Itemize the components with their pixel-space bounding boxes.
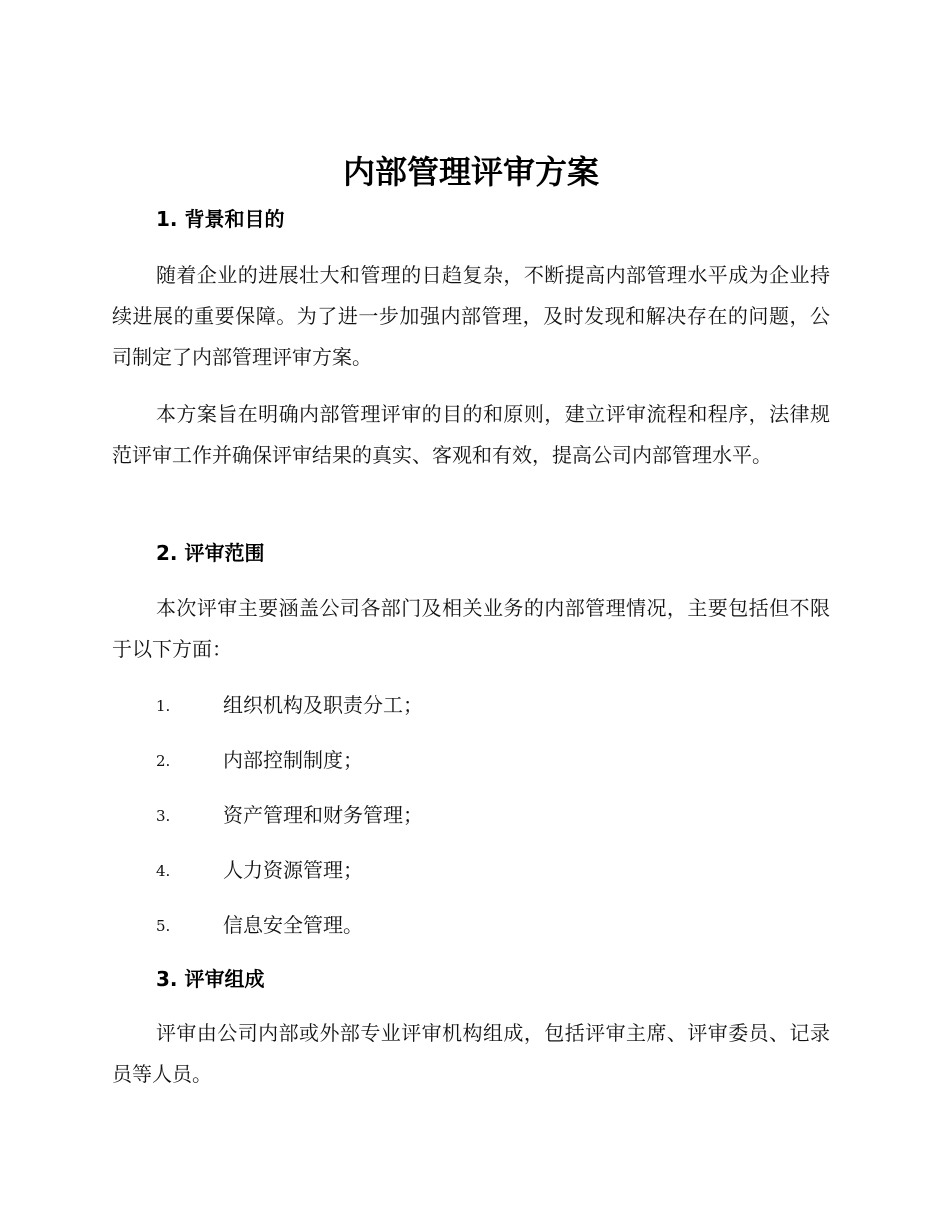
list-item (156, 800, 830, 830)
list-item-text: 内部控制制度； (223, 748, 363, 772)
section-heading-composition: 3. 评审组成 (156, 967, 265, 991)
list-item-number: 4. (156, 862, 171, 880)
paragraph-composition: 评审由公司内部或外部专业评审机构组成，包括评审主席、评审委员、记录员等人员。 (112, 1021, 830, 1086)
list-item-text: 人力资源管理； (223, 858, 363, 882)
list-item-text: 组织机构及职责分工； (223, 693, 423, 717)
list-item-text: 资产管理和财务管理； (223, 803, 423, 827)
list-item-text: 信息安全管理。 (223, 913, 363, 937)
list-item-number: 5. (156, 917, 171, 935)
list-item-number: 1. (156, 697, 171, 715)
section-heading-scope: 2. 评审范围 (156, 541, 265, 565)
section-heading-background: 1. 背景和目的 (156, 207, 285, 231)
list-item-number: 2. (156, 752, 171, 770)
paragraph-purpose: 本方案旨在明确内部管理评审的目的和原则，建立评审流程和程序，法律规范评审工作并确保评审结果的真实、客观和有效，提高公司内部管理水平。 (112, 402, 830, 467)
document-title: 内部管理评审方案 (342, 153, 599, 191)
document-page (112, 0, 830, 1230)
list-item (156, 690, 830, 720)
paragraph-scope: 本次评审主要涵盖公司各部门及相关业务的内部管理情况，主要包括但不限于以下方面： (112, 596, 830, 661)
paragraph-background: 随着企业的进展壮大和管理的日趋复杂，不断提高内部管理水平成为企业持续进展的重要保障。为了进一步加强内部管理，及时发现和解决存在的问题，公司制定了内部管理评审方案。 (112, 263, 830, 369)
list-item (156, 855, 830, 885)
list-item (156, 745, 830, 775)
list-item (156, 910, 830, 940)
list-item-number: 3. (156, 807, 171, 825)
